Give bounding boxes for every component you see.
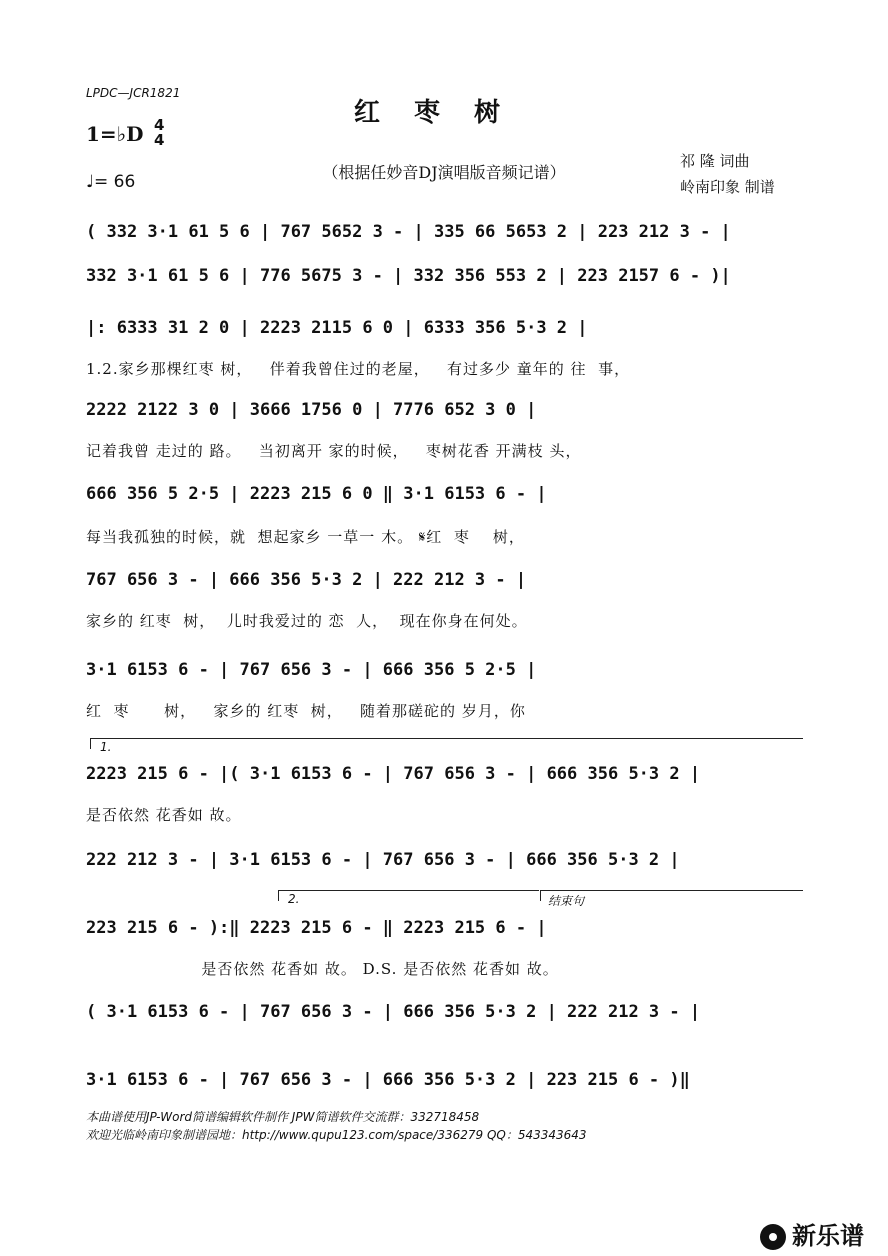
score-line-8: 2223 215 6 - |( 3·1 6153 6 - | 767 656 3 - | 666 356 5·3 2 | [86, 764, 701, 784]
volta-1-bracket [90, 738, 803, 749]
lyric-line-10: 是否依然 花香如 故。 D.S. 是否依然 花香如 故。 [86, 960, 559, 978]
logo-text: 新乐谱 [792, 1222, 864, 1250]
lyric-line-7: 红 枣 树， 家乡的 红枣 树， 随着那磋砣的 岁月，你 [86, 702, 526, 720]
score-line-9: 222 212 3 - | 3·1 6153 6 - | 767 656 3 - | 666 356 5·3 2 | [86, 850, 680, 870]
meter-top: 4 [154, 116, 165, 134]
subtitle: （根据任妙音DJ演唱版音频记谱） [322, 163, 566, 182]
meter-bottom: 4 [154, 131, 165, 149]
lyric-line-4: 记着我曾 走过的 路。 当初离开 家的时候， 枣树花香 开满枝 头， [86, 442, 582, 460]
score-line-2: 332 3·1 61 5 6 | 776 5675 3 - | 332 356 553 2 | 223 2157 6 - )| [86, 266, 731, 286]
time-signature [154, 118, 164, 148]
key-signature: 1=♭D [86, 122, 144, 146]
lyricist-credit: 祁 隆 词曲 [680, 152, 750, 170]
score-line-12: 3·1 6153 6 - | 767 656 3 - | 666 356 5·3 2 | 223 215 6 - )‖ [86, 1070, 690, 1090]
lyric-line-8: 是否依然 花香如 故。 [86, 806, 242, 824]
song-title: 红枣树 [353, 98, 534, 128]
lyric-line-3: 1.2.家乡那棵红枣 树， 伴着我曾住过的老屋， 有过多少 童年的 往 事， [86, 360, 631, 378]
score-line-1: ( 332 3·1 61 5 6 | 767 5652 3 - | 335 66 5653 2 | 223 212 3 - | [86, 222, 731, 242]
footer-website-note: 欢迎光临岭南印象制谱园地：http://www.qupu123.com/space/336279 QQ：543343643 [86, 1128, 587, 1142]
score-line-7: 3·1 6153 6 - | 767 656 3 - | 666 356 5 2·5 | [86, 660, 537, 680]
volta-1-label: 1. [100, 740, 112, 754]
score-line-11: ( 3·1 6153 6 - | 767 656 3 - | 666 356 5·3 2 | 222 212 3 - | [86, 1002, 701, 1022]
score-line-10: 223 215 6 - ):‖ 2223 215 6 - ‖ 2223 215 6 - | [86, 918, 547, 938]
score-code: LPDC—JCR1821 [86, 86, 181, 100]
vinyl-disc-icon [760, 1224, 786, 1250]
footer-software-note: 本曲谱使用JP-Word简谱编辑软件制作 JPW简谱软件交流群：332718458 [86, 1110, 480, 1124]
score-line-3: |: 6333 31 2 0 | 2223 2115 6 0 | 6333 356 5·3 2 | [86, 318, 588, 338]
volta-2-label: 2. [288, 892, 300, 906]
tempo-marking: ♩= 66 [86, 172, 136, 192]
lyric-line-6: 家乡的 红枣 树， 儿时我爱过的 恋 人， 现在你身在何处。 [86, 612, 528, 630]
lyric-line-5: 每当我孤独的时候，就 想起家乡 一草一 木。 𝄋红 枣 树， [86, 528, 525, 546]
volta-2-bracket [278, 890, 539, 901]
arranger-credit: 岭南印象 制谱 [680, 178, 775, 196]
score-line-6: 767 656 3 - | 666 356 5·3 2 | 222 212 3 - | [86, 570, 527, 590]
score-line-5: 666 356 5 2·5 | 2223 215 6 0 ‖ 3·1 6153 6 - | [86, 484, 547, 504]
coda-label: 结束句 [548, 894, 585, 908]
site-logo [760, 1216, 864, 1251]
score-line-4: 2222 2122 3 0 | 3666 1756 0 | 7776 652 3 0 | [86, 400, 537, 420]
